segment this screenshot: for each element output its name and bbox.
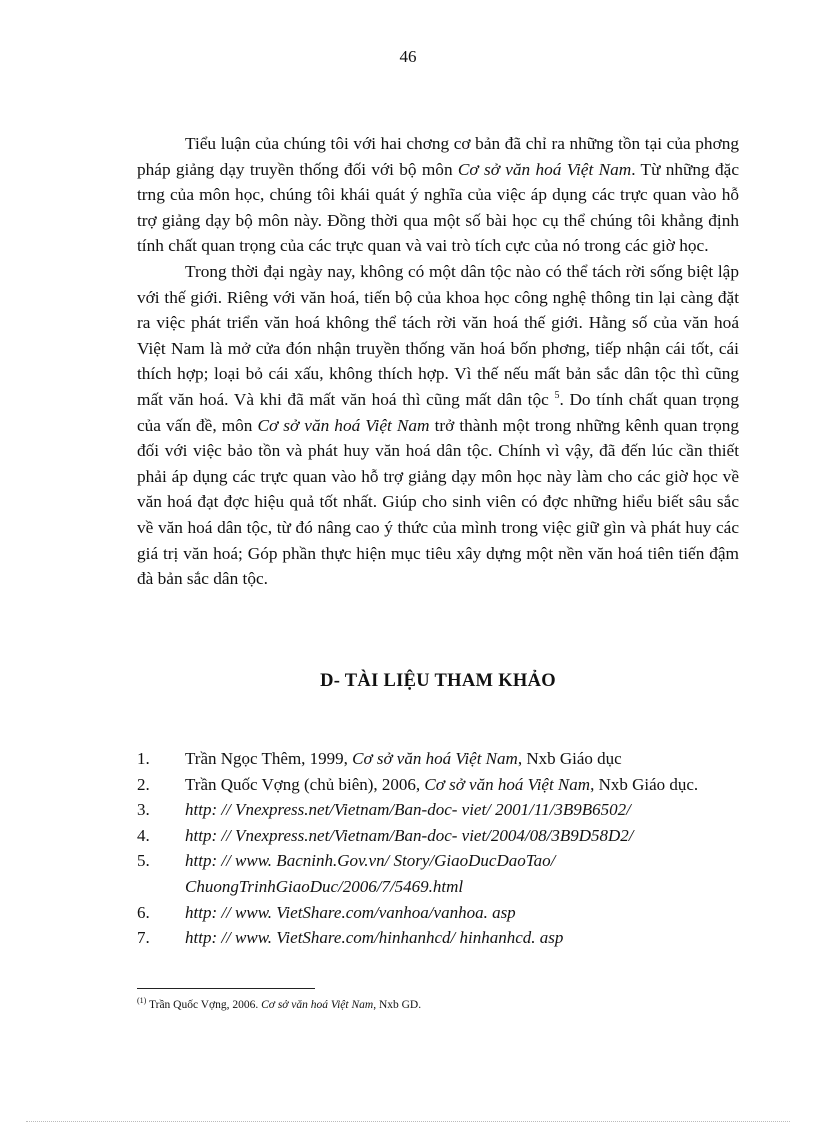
reference-item bbox=[137, 848, 739, 899]
page-bottom-border bbox=[26, 1121, 790, 1122]
reference-title: Cơ sở văn hoá Việt Nam bbox=[424, 774, 591, 794]
reference-url[interactable]: http: // www. VietShare.com/hinhanhcd/ hinhanhcd. asp bbox=[185, 928, 564, 948]
paragraph-text: . Từ những đặc trng của môn học, chúng tôi khái quát ý nghĩa của việc áp dụng các trực quan vào hỗ trợ giảng dạy bộ môn này. Đồng thời qua một số bài học cụ thể chúng tôi khẳng định tính chất quan trọng của các trực quan và vai trò tích cực của nó trong các giờ học. bbox=[137, 159, 739, 256]
reference-url[interactable]: http: // Vnexpress.net/Vietnam/Ban-doc- viet/2004/08/3B9D58D2/ bbox=[185, 825, 634, 845]
reference-number: 4. bbox=[137, 825, 150, 845]
reference-author: Trần Ngọc Thêm, 1999, bbox=[185, 749, 353, 768]
footnote bbox=[137, 996, 422, 1011]
footnote-author: Trần Quốc Vợng, 2006. bbox=[146, 999, 262, 1011]
reference-item bbox=[137, 900, 739, 926]
body-text bbox=[137, 131, 739, 592]
footnote-publisher: , Nxb GD. bbox=[373, 999, 422, 1011]
reference-number: 3. bbox=[137, 800, 150, 820]
reference-number: 1. bbox=[137, 749, 150, 768]
reference-url[interactable]: http: // www. VietShare.com/vanhoa/vanhoa. asp bbox=[185, 902, 516, 922]
reference-number: 5. bbox=[137, 851, 150, 871]
paragraph-text: . Do tính chất quan trọng của vấn đề, môn bbox=[137, 389, 740, 435]
reference-publisher: , Nxb Giáo dục. bbox=[590, 774, 699, 794]
reference-item bbox=[137, 925, 739, 951]
paragraph-text: Tiểu luận của chúng tôi với hai chơng cơ bản đã chỉ ra những tồn tại của phơng pháp giảng dạy truyền thống đối với bộ môn bbox=[137, 134, 739, 179]
reference-url[interactable]: http: // www. Bacninh.Gov.vn/ Story/GiaoDucDaoTao/ ChuongTrinhGiaoDuc/2006/7/5469.html bbox=[185, 851, 556, 896]
reference-list bbox=[137, 746, 739, 951]
footnote-marker: (1) bbox=[137, 996, 147, 1006]
reference-number: 6. bbox=[137, 902, 150, 922]
reference-title: Cơ sở văn hoá Việt Nam bbox=[352, 749, 518, 768]
paragraph-text: trở thành một trong những kênh quan trọng đối với việc bảo tồn và phát huy văn hoá dân tộc. Chính vì vậy, đã đến lúc cần thiết phải áp dụng các trực quan vào hỗ trợ giảng dạy môn học này làm cho các giờ học về văn hoá đạt đợc hiệu quả tốt nhất. Giúp cho sinh viên có đợc những hiểu biết sâu sắc về văn hoá dân tộc, từ đó nâng cao ý thức của mình trong việc giữ gìn và phát huy các giá trị văn hoá; Góp phần thực hiện mục tiêu xây dựng một nền văn hoá tiên tiến đậm đà bản sắc dân tộc. bbox=[137, 415, 739, 589]
paragraph-text: Trong thời đại ngày nay, không có một dân tộc nào có thể tách rời sống biệt lập với thế giới. Riêng với văn hoá, tiến bộ của khoa học công nghệ thông tin lại càng đặt ra việc phát triển văn hoá không thể tách rời văn hoá thế giới. Hằng số của văn hoá Việt Nam là mở cửa đón nhận truyền thống văn hoá bốn phơng, tiếp nhận cái tốt, cái thích hợp; loại bỏ cái xấu, không thích hợp. Vì thế nếu mất bản sắc dân tộc thì cũng mất văn hoá. Và khi đã mất văn hoá thì cũng mất dân tộc bbox=[137, 261, 739, 409]
reference-item bbox=[137, 772, 739, 798]
reference-item bbox=[137, 823, 739, 849]
page-number: 46 bbox=[399, 47, 417, 66]
course-title: Cơ sở văn hoá Việt Nam bbox=[457, 159, 632, 179]
reference-number: 7. bbox=[137, 928, 150, 948]
course-title: Cơ sở văn hoá Việt Nam bbox=[257, 415, 430, 435]
paragraph-1 bbox=[137, 131, 739, 259]
reference-author: Trần Quốc Vợng (chủ biên), 2006, bbox=[185, 774, 425, 794]
reference-number: 2. bbox=[137, 774, 150, 794]
reference-item bbox=[137, 797, 739, 823]
paragraph-2 bbox=[137, 259, 739, 592]
footnote-ref: 5 bbox=[554, 390, 560, 402]
footnote-divider bbox=[137, 988, 315, 989]
reference-url[interactable]: http: // Vnexpress.net/Vietnam/Ban-doc- viet/ 2001/11/3B9B6502/ bbox=[185, 800, 631, 820]
section-heading: D- TÀI LIỆU THAM KHẢO bbox=[320, 671, 556, 691]
reference-publisher: , Nxb Giáo dục bbox=[517, 749, 622, 768]
reference-item bbox=[137, 746, 739, 772]
footnote-title: Cơ sở văn hoá Việt Nam bbox=[261, 999, 374, 1011]
